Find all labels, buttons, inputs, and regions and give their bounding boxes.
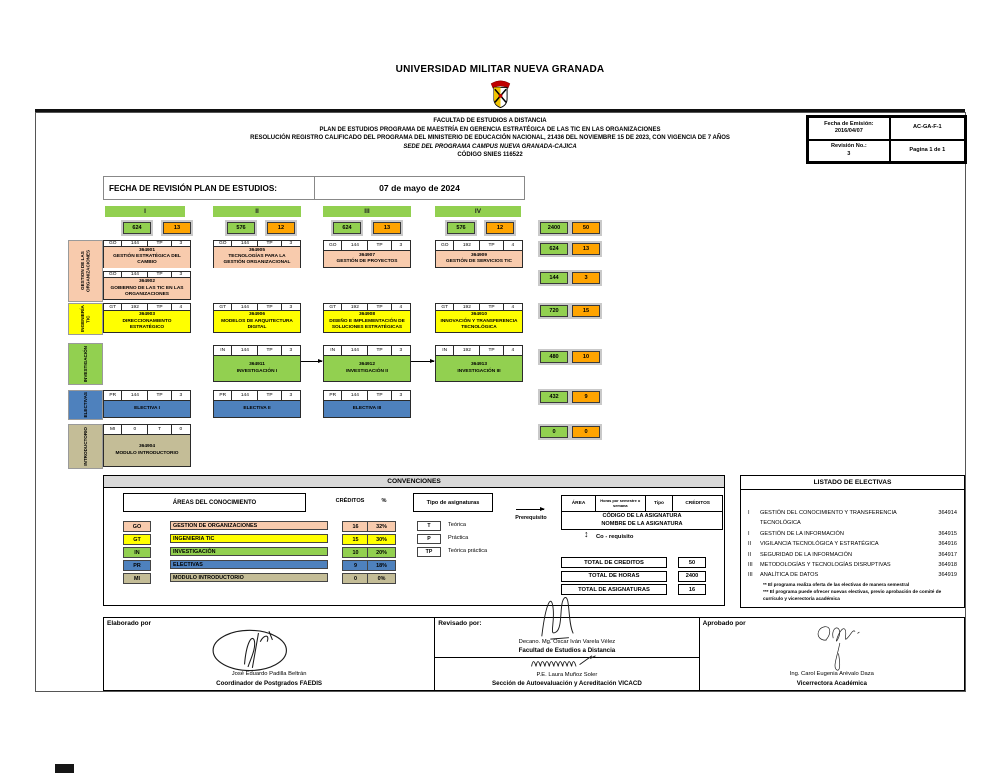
elective-semester: I (748, 530, 750, 537)
course-credits: 4 (399, 304, 403, 310)
course-card (435, 303, 523, 333)
corequisite-label: Co - requisito (596, 534, 634, 540)
course-card-body (214, 401, 300, 417)
course-code: 364908 (358, 312, 375, 318)
total-value: 50 (678, 557, 706, 568)
course-area-code: GO (104, 272, 122, 277)
course-card (103, 271, 191, 300)
course-area-code: GT (324, 304, 342, 310)
course-type-code: P (417, 534, 441, 544)
prerequisite-legend-arrow (516, 509, 544, 510)
hours-total-box: 576 (447, 222, 475, 234)
elective-name: ANALÍTICA DE DATOS (760, 572, 819, 579)
electives-list (741, 508, 964, 581)
course-type: TP (148, 241, 171, 246)
course-credits: 3 (179, 241, 183, 246)
document-header (150, 117, 830, 160)
semester-bar: IV (435, 206, 521, 217)
course-card-header (104, 425, 190, 435)
course-hours: 144 (342, 241, 368, 250)
program-line: PLAN DE ESTUDIOS PROGRAMA DE MAESTRÍA EN GERENCIA ESTRATÉGICA DE LAS TIC EN LAS ORGANIZACIONES (319, 126, 661, 133)
course-card-body (214, 311, 300, 332)
course-name: GESTIÓN DE PROYECTOS (336, 259, 398, 264)
elective-code: 364919 (938, 572, 957, 579)
area-label-text: INGENIERÍA TIC (79, 305, 91, 333)
course-card-header (214, 346, 300, 356)
hours-total-box: 624 (333, 222, 361, 234)
percent-header: % (381, 498, 387, 504)
course-name: MODULO INTRODUCTORIO (115, 450, 179, 456)
course-type: TP (368, 304, 391, 310)
form-code: AC-GA-F-1 (913, 124, 942, 131)
credits-total-box: 13 (572, 243, 600, 255)
credits-total-box: 12 (267, 222, 295, 234)
course-hours: 192 (342, 304, 368, 310)
sample-card-body (562, 512, 722, 529)
course-credits: 4 (511, 304, 515, 310)
elaborado-column (104, 618, 435, 690)
course-credits: 4 (511, 243, 515, 248)
course-hours: 144 (122, 391, 148, 400)
revision-label: Revisión No.: (830, 143, 867, 150)
revisado-role-2: Sección de Autoevaluación y Acreditación VICACD (492, 680, 642, 687)
sample-card-header (562, 496, 722, 512)
course-code: 364909 (470, 252, 487, 258)
course-card-header (214, 304, 300, 311)
revision-cell (808, 140, 890, 163)
sample-name-line: NOMBRE DE LA ASIGNATURA (601, 520, 683, 527)
course-card-body (214, 247, 300, 268)
semester-bar: I (105, 206, 185, 217)
course-name: INNOVACIÓN Y TRANSFERENCIA TECNOLÓGICA (440, 318, 518, 330)
course-card-body (324, 401, 410, 417)
elective-name: METODOLOGÍAS Y TECNOLOGÍAS DISRUPTIVAS (760, 562, 891, 569)
elective-item (748, 529, 957, 539)
course-credits: 3 (399, 348, 403, 353)
course-card-header (104, 391, 190, 401)
course-card (323, 303, 411, 333)
legend-percent: 32% (367, 521, 396, 532)
course-type: TP (480, 346, 503, 355)
course-name: ELECTIVA II (243, 405, 271, 411)
total-value: 16 (678, 584, 706, 595)
elective-name: VIGILANCIA TECNOLÓGICA Y ESTRATÉGICA (760, 541, 879, 548)
faculty-line: FACULTAD DE ESTUDIOS A DISTANCIA (433, 118, 547, 124)
emission-cell (808, 117, 890, 140)
revisado-role-1: Facultad de Estudios a Distancia (518, 647, 616, 654)
course-name: GOBIERNO DE LAS TIC EN LAS ORGANIZACIONES (110, 285, 184, 297)
elaborado-role: Coordinador de Postgrados FAEDIS (216, 680, 323, 687)
course-name: ELECTIVA I (134, 405, 160, 411)
legend-area-name: INGENIERIA TIC (170, 534, 328, 543)
semester-bar: II (213, 206, 301, 217)
legend-percent: 30% (367, 534, 396, 545)
course-credits: 4 (511, 348, 515, 353)
elective-item (748, 508, 957, 529)
resolution-line: RESOLUCIÓN REGISTRO CALIFICADO DEL PROGRAMA DEL MINISTERIO DE EDUCACIÓN NACIONAL, 21436 DEL NOVIEMBRE 15 DE 2023, CON VIGENCIA DE 7 AÑOS (250, 135, 730, 142)
total-label: TOTAL DE CREDITOS (561, 557, 667, 568)
course-credits: 3 (399, 393, 403, 398)
course-card (323, 345, 411, 382)
course-card (323, 240, 411, 268)
course-card (103, 390, 191, 418)
credits-total-box: 10 (572, 351, 600, 363)
elective-code: 364918 (938, 562, 957, 569)
legend-percent: 18% (367, 560, 396, 571)
signature-varela (530, 592, 585, 642)
course-type-name: Práctica (448, 535, 469, 541)
course-type: TP (258, 391, 281, 400)
course-name: DIRECCIONAMIENTO ESTRATÉGICO (122, 318, 172, 330)
elective-name: GESTIÓN DE LA INFORMACIÓN (760, 530, 844, 537)
elective-code: 364917 (938, 551, 957, 558)
legend-area-code: MI (123, 573, 151, 584)
course-type: TP (148, 304, 171, 310)
credits-header: CRÉDITOS (335, 498, 365, 504)
course-card-header (324, 391, 410, 401)
aprobado-role: Vicerrectora Académica (796, 680, 867, 687)
campus-line: SEDE DEL PROGRAMA CAMPUS NUEVA GRANADA-CAJICA (403, 143, 577, 150)
course-type: TP (480, 241, 503, 250)
legend-area-code: GO (123, 521, 151, 532)
course-hours: 144 (342, 346, 368, 355)
course-name: MODELOS DE ARQUITECTURA DIGITAL (221, 318, 293, 330)
course-card-header (104, 304, 190, 311)
legend-percent: 20% (367, 547, 396, 558)
course-type-name: Teórica práctica (448, 548, 488, 554)
area-label-mi (68, 424, 103, 469)
legend-area-name: INVESTIGACIÓN (170, 547, 328, 556)
credits-total-box: 13 (163, 222, 191, 234)
course-card-body (104, 435, 190, 466)
course-area-code: PR (214, 391, 232, 400)
course-type: TP (368, 391, 391, 400)
course-card-header (436, 304, 522, 311)
revisado-column (435, 618, 699, 690)
hours-total-box: 720 (540, 305, 568, 317)
course-hours: 144 (342, 391, 368, 400)
elective-name: GESTIÓN DEL CONOCIMIENTO Y TRANSFERENCIA TECNOLÓGICA (760, 510, 897, 527)
scan-artifact (55, 764, 74, 773)
course-card-header (324, 241, 410, 251)
elective-item (748, 560, 957, 570)
prerequisite-arrow (411, 361, 434, 362)
course-card-body (324, 251, 410, 267)
course-card (323, 390, 411, 418)
emission-value: 2016/04/07 (834, 128, 863, 135)
hours-total-box: 624 (123, 222, 151, 234)
course-hours: 144 (232, 391, 258, 400)
hours-total-box: 144 (540, 272, 568, 284)
course-credits: 3 (179, 272, 183, 278)
credits-total-box: 9 (572, 391, 600, 403)
elaborado-name: José Eduardo Padilla Beltrán (231, 671, 307, 677)
course-card-body (104, 401, 190, 417)
course-credits: 3 (289, 348, 293, 353)
aprobado-column (700, 618, 964, 690)
aprobado-label: Aprobado por (702, 620, 746, 627)
credits-total-box: 13 (373, 222, 401, 234)
hours-total-box: 0 (540, 426, 568, 438)
course-name: INVESTIGACIÓN II (346, 368, 388, 374)
total-value: 2400 (678, 571, 706, 582)
electives-panel (740, 475, 965, 608)
sample-area-cell: ÁREA (562, 496, 596, 511)
course-area-code: GT (214, 304, 232, 310)
credits-total-box: 3 (572, 272, 600, 284)
course-card (213, 240, 301, 268)
course-name: ELECTIVA III (352, 405, 382, 411)
hours-total-box: 432 (540, 391, 568, 403)
course-card (103, 303, 191, 333)
elective-note: *** El programa puede ofrecer nuevas electivas, previo aprobación de comité de currículo y vicerectoría académica (763, 588, 942, 601)
course-card-header (324, 304, 410, 311)
course-name: GESTIÓN DE SERVICIOS TIC (445, 259, 512, 264)
elective-item (748, 539, 957, 549)
course-hours: 144 (232, 241, 258, 246)
course-code: 364907 (358, 252, 375, 258)
hours-total-box: 576 (227, 222, 255, 234)
emission-label: Fecha de Emisión: (824, 120, 874, 127)
legend-area-code: IN (123, 547, 151, 558)
course-area-code: GO (104, 241, 122, 246)
elective-semester: III (748, 562, 753, 569)
course-area-code: GT (436, 304, 454, 310)
area-label-text: INVESTIGACIÓN (82, 345, 88, 383)
legend-credits: 9 (342, 560, 369, 571)
course-hours: 144 (232, 304, 258, 310)
course-name: GESTIÓN ESTRATÉGICA DEL CAMBIO (113, 254, 181, 266)
revision-date-value: 07 de mayo de 2024 (379, 183, 460, 193)
legend-area-code: GT (123, 534, 151, 545)
revisado-label: Revisado por: (438, 620, 482, 627)
course-credits: 4 (179, 304, 183, 310)
course-type: TP (480, 304, 503, 310)
course-credits: 0 (179, 427, 183, 432)
sample-hours-cell: Horas por semestre o semana (596, 496, 646, 511)
course-hours: 192 (454, 241, 480, 250)
course-card-header (324, 346, 410, 356)
total-label: TOTAL DE HORAS (561, 571, 667, 582)
course-credits: 3 (289, 393, 293, 398)
course-type: T (148, 425, 171, 434)
electives-notes (741, 581, 964, 602)
course-name: DISEÑO E IMPLEMENTACIÓN DE SOLUCIONES ESTRATÉGICAS (329, 318, 405, 330)
area-label-text: ELECTIVAS (82, 392, 88, 418)
page-number: Pagina 1 de 1 (909, 146, 946, 153)
credits-total-box: 50 (572, 222, 600, 234)
course-code: 364913 (470, 362, 487, 368)
course-card-body (324, 356, 410, 381)
legend-credits: 10 (342, 547, 369, 558)
course-name: INVESTIGACIÓN III (457, 368, 501, 374)
course-card (435, 345, 523, 382)
legend-area-name: MODULO INTRODUCTORIO (170, 573, 328, 582)
course-type-code: TP (417, 547, 441, 557)
elective-code: 364916 (938, 541, 957, 548)
area-label-g1 (68, 240, 103, 302)
revisado-name-1: Decano. Mg. Oscar Iván Varela Vélez (518, 639, 616, 645)
course-code: 364901 (138, 248, 155, 253)
course-card-body (436, 356, 522, 381)
sample-course-card (561, 495, 723, 530)
course-code: 364910 (470, 312, 487, 318)
elective-code: 364915 (938, 530, 957, 537)
elective-semester: III (748, 572, 753, 579)
course-credits: 3 (179, 393, 183, 398)
course-hours: 192 (454, 346, 480, 355)
course-card (103, 424, 191, 467)
revision-date-label: FECHA DE REVISIÓN PLAN DE ESTUDIOS: (104, 177, 315, 199)
code-cell (890, 117, 965, 140)
credits-total-box: 15 (572, 305, 600, 317)
signature-padilla (204, 626, 299, 674)
course-code: 364902 (138, 279, 155, 285)
elective-semester: II (748, 541, 752, 548)
course-type: TP (258, 304, 281, 310)
course-code: 364911 (249, 362, 265, 368)
hours-total-box: 480 (540, 351, 568, 363)
legend-area-code: PR (123, 560, 151, 571)
course-hours: 192 (454, 304, 480, 310)
course-card-header (436, 346, 522, 356)
elective-semester: II (748, 551, 752, 558)
course-code: 364912 (358, 362, 375, 368)
hours-total-box: 2400 (540, 222, 568, 234)
course-type: TP (258, 346, 281, 355)
course-type-name: Teórica (448, 522, 467, 528)
area-label-inv (68, 343, 103, 385)
areas-header: ÁREAS DEL CONOCIMIENTO (123, 493, 306, 512)
sample-type-cell: Tipo (646, 496, 674, 511)
course-area-code: GO (436, 241, 454, 250)
course-card (103, 240, 191, 268)
course-code: 364903 (138, 312, 155, 318)
course-card-body (436, 311, 522, 332)
course-card-body (104, 278, 190, 299)
course-area-code: GT (104, 304, 122, 310)
course-card-body (104, 247, 190, 268)
course-area-code: GO (214, 241, 232, 246)
course-card (435, 240, 523, 268)
signatures-table (103, 617, 965, 691)
course-card-body (214, 356, 300, 381)
elective-item (748, 550, 957, 560)
conventions-title: CONVENCIONES (104, 476, 724, 488)
course-card (213, 345, 301, 382)
aprobado-name: Ing. Carol Eugenia Arévalo Daza (789, 671, 874, 677)
legend-credits: 16 (342, 521, 369, 532)
area-label-ele (68, 390, 103, 420)
course-area-code: GO (324, 241, 342, 250)
course-card (213, 303, 301, 333)
revision-date-row (103, 176, 525, 200)
course-area-code: IN (324, 346, 342, 355)
course-credits: 3 (289, 304, 293, 310)
course-card-body (436, 251, 522, 267)
signature-munoz (523, 654, 613, 670)
umng-crest-icon (489, 77, 512, 109)
sample-credits-cell: CRÉDITOS (685, 500, 711, 506)
course-area-code: MI (104, 425, 122, 434)
area-label-text: INTRODUCTORIO (82, 427, 88, 466)
course-card-body (324, 311, 410, 332)
course-type: TP (148, 391, 171, 400)
course-area-code: PR (324, 391, 342, 400)
course-name: TECNOLOGÍAS PARA LA GESTIÓN ORGANIZACIONAL (223, 254, 291, 266)
course-hours: 144 (232, 346, 258, 355)
course-hours: 144 (122, 272, 148, 277)
area-label-ing (68, 303, 103, 335)
elective-item (748, 570, 957, 580)
course-hours: 192 (122, 304, 148, 310)
snies-line: CÓDIGO SNIES 116522 (457, 152, 523, 159)
course-area-code: IN (214, 346, 232, 355)
university-title: UNIVERSIDAD MILITAR NUEVA GRANADA (395, 64, 605, 75)
prerequisite-arrow (301, 361, 322, 362)
legend-credits: 0 (342, 573, 369, 584)
revisado-name-2: P.E. Laura Muñoz Soler (536, 672, 598, 678)
course-name: INVESTIGACIÓN I (236, 368, 278, 374)
area-label-text: GESTION DE LAS ORGANIZACIONES (79, 249, 91, 293)
sample-code-line: CÓDIGO DE LA ASIGNATURA (602, 512, 682, 519)
course-credits: 3 (399, 243, 403, 248)
document-info-box (806, 115, 967, 164)
elective-name: SEGURIDAD DE LA INFORMACIÓN (760, 551, 852, 558)
course-hours: 144 (122, 241, 148, 246)
course-code: 364905 (248, 248, 265, 253)
elective-note: ** El programa realiza oferta de las electivas de manera semestral (763, 581, 910, 587)
course-type-code: T (417, 521, 441, 531)
legend-percent: 0% (367, 573, 396, 584)
legend-credits: 15 (342, 534, 369, 545)
credits-total-box: 12 (486, 222, 514, 234)
electives-title: LISTADO DE ELECTIVAS (741, 476, 964, 490)
total-label: TOTAL DE ASIGNATURAS (561, 584, 667, 595)
credits-total-box: 0 (572, 426, 600, 438)
course-type: TP (258, 241, 281, 246)
course-code: 364906 (248, 312, 265, 318)
course-card (213, 390, 301, 418)
course-card-header (214, 391, 300, 401)
elective-code: 364914 (938, 510, 957, 516)
course-area-code: IN (436, 346, 454, 355)
conventions-panel (103, 475, 725, 606)
legend-area-name: GESTION DE ORGANIZACIONES (170, 521, 328, 530)
course-type: TP (368, 346, 391, 355)
semester-bar: III (323, 206, 411, 217)
revision-value: 3 (847, 150, 851, 157)
course-card-body (104, 311, 190, 332)
course-code: 364904 (138, 444, 155, 450)
course-type: TP (148, 272, 171, 277)
corequisite-arrow-icon: ↕ (584, 529, 589, 539)
elective-semester: I (748, 510, 750, 516)
course-credits: 3 (289, 241, 293, 246)
course-types-header: Tipo de asignaturas (413, 493, 493, 512)
course-card-header (436, 241, 522, 251)
course-area-code: PR (104, 391, 122, 400)
elaborado-label: Elaborado por (107, 620, 152, 627)
signature-arevalo (785, 622, 890, 672)
legend-area-name: ELECTIVAS (170, 560, 328, 569)
page-cell (890, 140, 965, 163)
hours-total-box: 624 (540, 243, 568, 255)
prerequisite-label: Prerequisito (515, 515, 547, 521)
course-hours: 0 (122, 425, 148, 434)
course-type: TP (368, 241, 391, 250)
